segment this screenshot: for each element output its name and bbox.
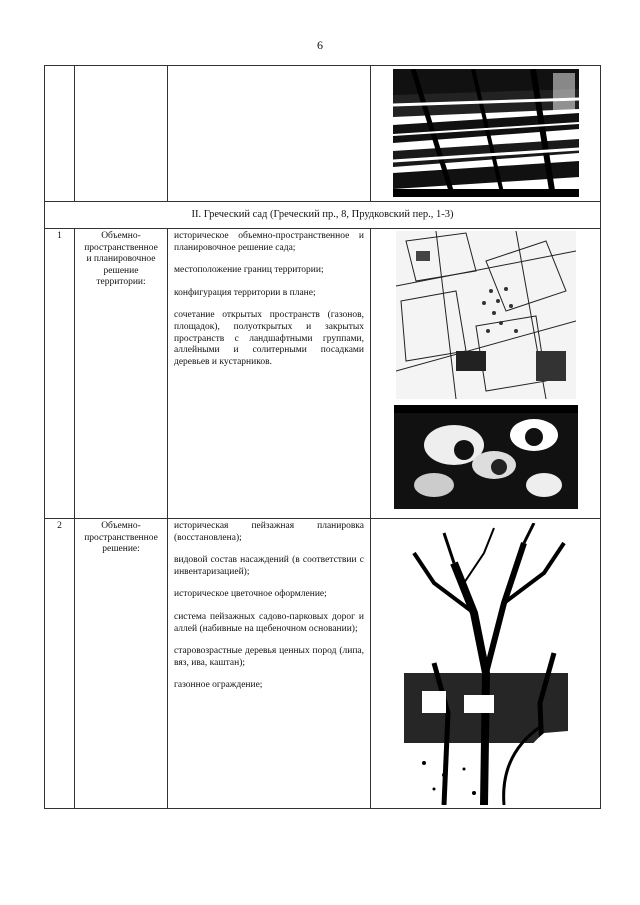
row-name: Объемно-пространственное и планировочное решение территории: <box>75 229 168 519</box>
cell-photo <box>371 519 601 809</box>
row-name: Объемно-пространственное решение: <box>75 519 168 809</box>
row-properties <box>168 229 371 519</box>
page-number: 6 <box>317 38 323 52</box>
pavilion-ceiling-photo <box>393 69 579 197</box>
property-item: сочетание открытых пространств (газонов, площадок), полуоткрытых и закрытых пространств с ландшафтными группами, аллейными и солитерными посадками деревьев и кустарников. <box>174 310 364 367</box>
property-item: старовозрастные деревья ценных пород (липа, вяз, ива, каштан); <box>174 646 364 668</box>
table-row-continued <box>45 66 601 202</box>
property-item: конфигурация территории в плане; <box>174 287 316 298</box>
section-title-row <box>45 202 601 229</box>
winter-garden-trees-photo <box>404 523 568 805</box>
property-item: система пейзажных садово-парковых дорог и аллей (набивные на щебеночном основании); <box>174 611 364 634</box>
table-row <box>45 519 601 809</box>
territory-map-image <box>396 231 576 399</box>
property-item: историческое цветочное оформление; <box>174 589 327 600</box>
cell-name-empty <box>75 66 168 202</box>
section-title: II. Греческий сад (Греческий пр., 8, Прудковский пер., 1-3) <box>45 202 601 229</box>
cell-props-empty <box>168 66 371 202</box>
row-properties <box>168 519 371 809</box>
property-item: местоположение границ территории; <box>174 265 324 276</box>
row-number: 1 <box>45 229 75 519</box>
cell-photos <box>371 229 601 519</box>
row-number: 2 <box>45 519 75 809</box>
garden-aerial-photo <box>394 405 578 509</box>
protected-features-table <box>44 65 601 809</box>
cell-photo <box>371 66 601 202</box>
property-item: видовой состав насаждений (в соответствии с инвентаризацией); <box>174 555 364 577</box>
property-item: газонное ограждение; <box>174 680 263 691</box>
property-item: историческая пейзажная планировка (восстановлена); <box>174 521 364 543</box>
table-row <box>45 229 601 519</box>
property-item: историческое объемно-пространственное и планировочное решение сада; <box>174 231 364 253</box>
cell-number-empty <box>45 66 75 202</box>
